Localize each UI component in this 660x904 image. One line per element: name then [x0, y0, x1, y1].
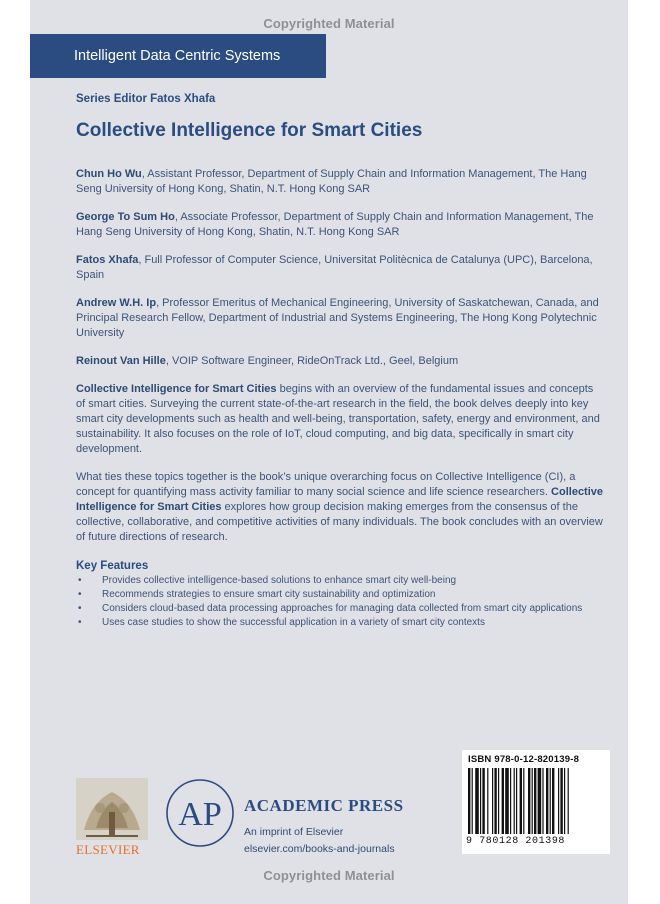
author-entry: [76, 354, 604, 369]
barcode-bar: [520, 768, 522, 834]
series-editor: Series Editor Fatos Xhafa: [76, 93, 216, 105]
barcode-bar: [523, 768, 524, 834]
main-content: [76, 167, 604, 630]
bullet-icon: •: [78, 603, 82, 614]
barcode-bar: [472, 768, 473, 834]
barcode-bar: [487, 768, 488, 834]
barcode-bar: [538, 768, 542, 834]
list-item: [76, 574, 604, 587]
author-entry: [76, 167, 604, 197]
author-name: Reinout Van Hille: [76, 355, 166, 367]
book-back-cover: [30, 0, 628, 904]
barcode-bar: [494, 768, 496, 834]
barcode-bar: [468, 768, 470, 834]
list-item: [76, 616, 604, 629]
barcode-bar: [546, 768, 548, 834]
publisher-url: elsevier.com/books-and-journals: [244, 843, 395, 855]
barcode-bar: [542, 768, 543, 834]
description-title-ref: Collective Intelligence for Smart Cities: [76, 486, 604, 513]
key-features-heading: Key Features: [76, 560, 149, 572]
author-entry: [76, 296, 604, 341]
barcode-bar: [516, 768, 517, 834]
barcode-bar: [475, 768, 479, 834]
watermark-bottom: Copyrighted Material: [263, 868, 395, 883]
author-affiliation: , VOIP Software Engineer, RideOnTrack Ltd., Geel, Belgium: [165, 355, 459, 367]
barcode: [462, 750, 610, 854]
barcode-bar: [564, 768, 565, 834]
book-title: Collective Intelligence for Smart Cities: [76, 120, 423, 141]
list-item: [76, 602, 604, 615]
barcode-bar: [502, 768, 504, 834]
publisher-imprint: An imprint of Elsevier: [244, 826, 344, 838]
barcode-bar: [550, 768, 551, 834]
key-feature-text: Recommends strategies to ensure smart city sustainability and optimization: [102, 589, 436, 600]
key-feature-text: Uses case studies to show the successful application in a variety of smart city contexts: [102, 617, 485, 628]
barcode-bar: [505, 768, 509, 834]
bullet-icon: •: [78, 589, 82, 600]
watermark-top: Copyrighted Material: [263, 16, 395, 31]
publisher-name: ACADEMIC PRESS: [244, 796, 404, 815]
description-text: What ties these topics together is the book’s unique overarching focus on Collective Intelligence (CI), a concept for quantifying mass activity familiar to many social science and life science researchers.: [76, 471, 576, 498]
barcode-bar: [532, 768, 533, 834]
barcode-digits: 9 780128 201398: [466, 836, 566, 847]
author-affiliation: , Full Professor of Computer Science, Universitat Politècnica de Catalunya (UPC), Barcelona, Spain: [76, 254, 593, 281]
description-title-ref: Collective Intelligence for Smart Cities: [76, 383, 277, 395]
barcode-bar: [558, 768, 559, 834]
isbn-text: ISBN 978-0-12-820139-8: [468, 754, 580, 765]
barcode-bar: [492, 768, 493, 834]
author-affiliation: , Associate Professor, Department of Supply Chain and Information Management, The Hang Seng University of Hong Kong, Shatin, N.T. Hong Kong SAR: [76, 211, 594, 238]
barcode-bar: [568, 768, 569, 834]
bullet-icon: •: [78, 617, 82, 628]
barcode-bar: [482, 768, 484, 834]
barcode-bar: [480, 768, 481, 834]
list-item: [76, 588, 604, 601]
bullet-icon: •: [78, 575, 82, 586]
barcode-bar: [534, 768, 536, 834]
description-paragraph-1: [76, 382, 604, 457]
series-banner: Intelligent Data Centric Systems: [30, 34, 326, 78]
author-name: Andrew W.H. Ip: [76, 297, 157, 309]
author-entry: [76, 210, 604, 240]
author-name: Chun Ho Wu: [76, 168, 142, 180]
key-features-list: [76, 574, 604, 629]
description-text: explores how group decision making emerges from the consensus of the collective, collaborative, and competitive activities of many individuals. The book concludes with an overview of future directions of research.: [76, 501, 603, 543]
description-paragraph-2: [76, 470, 604, 545]
key-feature-text: Provides collective intelligence-based solutions to enhance smart city well-being: [102, 575, 457, 586]
elsevier-wordmark: ELSEVIER: [76, 842, 140, 857]
author-entry: [76, 253, 604, 283]
author-name: Fatos Xhafa: [76, 254, 139, 266]
academic-press-logo-icon: [165, 778, 235, 848]
author-affiliation: , Professor Emeritus of Mechanical Engineering, University of Saskatchewan, Canada, and Principal Research Fellow, Department of Industrial and Systems Engineering, The Hong Kong Polytechnic University: [76, 297, 599, 339]
barcode-bar: [552, 768, 554, 834]
description-text: begins with an overview of the fundamental issues and concepts of smart cities. Surveying the current state-of-the-art research in the field, the book delves deeply into key smart city developments such as health and well-being, transportation, safety, energy and environment, and sustainability. It also focuses on the role of IoT, cloud computing, and big data, specifically in smart city development.: [76, 383, 600, 455]
key-feature-text: Considers cloud-based data processing approaches for managing data collected from smart city applications: [102, 603, 583, 614]
barcode-bar: [560, 768, 562, 834]
ap-logo-letters: AP: [178, 796, 222, 833]
author-affiliation: , Assistant Professor, Department of Supply Chain and Information Management, The Hang Seng University of Hong Kong, Shatin, N.T. Hong Kong SAR: [76, 168, 587, 195]
barcode-bar: [528, 768, 530, 834]
author-name: George To Sum Ho: [76, 211, 175, 223]
barcode-bar: [498, 768, 499, 834]
barcode-bar: [510, 768, 511, 834]
barcode-bars: [468, 768, 604, 834]
barcode-bar: [514, 768, 515, 834]
